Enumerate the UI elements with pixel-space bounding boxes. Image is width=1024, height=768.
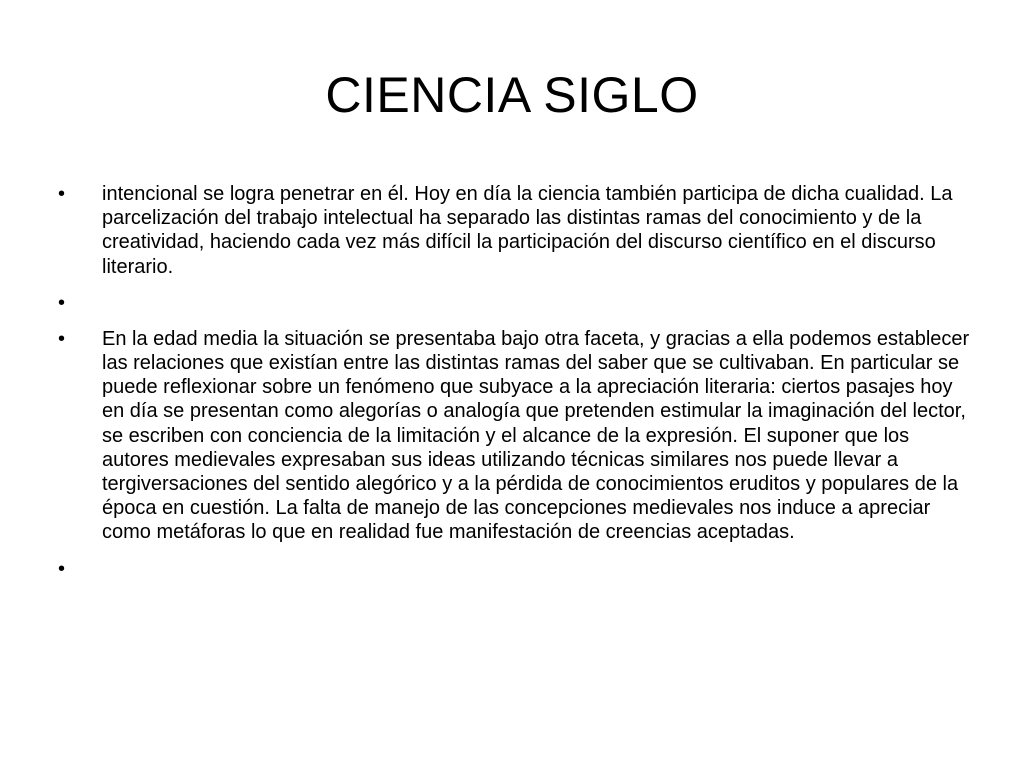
bullet-marker: • [58, 183, 66, 205]
bullet-marker: • [58, 327, 66, 350]
bullet-text: intencional se logra penetrar en él. Hoy en día la ciencia también participa de dicha cualidad. La parcelización del trabajo intelectual ha separado las distintas ramas del conocimiento y de la creatividad, haciendo cada vez más difícil la participación del discurso científico en el discurso literario. [102, 183, 953, 278]
bullet-text: En la edad media la situación se presentaba bajo otra faceta, y gracias a ella podemos establecer las relaciones que existían entre las distintas ramas del saber que se cultivaban. En particular se puede reflexionar sobre un fenómeno que subyace a la apreciación literaria: ciertos pasajes hoy en día se presentan como alegorías o analogía que pretenden estimular la imaginación del lector, se escriben con conciencia de la limitación y el alcance de la expresión. El suponer que los autores medievales expresaban sus ideas utilizando técnicas similares nos puede llevar a tergiversaciones del sentido alegórico y a la pérdida de conocimientos eruditos y populares de la época en cuestión. La falta de manejo de las concepciones medievales nos induce a apreciar como metáforas lo que en realidad fue manifestación de creencias aceptadas. [102, 327, 970, 544]
slide-title: CIENCIA SIGLO [325, 67, 699, 123]
bullet-item-3 [56, 327, 976, 545]
bullet-marker: • [58, 291, 66, 314]
bullet-item-1 [56, 182, 976, 279]
bullet-list [56, 182, 976, 593]
bullet-item-4 [56, 557, 976, 581]
bullet-item-2 [56, 291, 976, 315]
bullet-marker: • [58, 557, 66, 580]
